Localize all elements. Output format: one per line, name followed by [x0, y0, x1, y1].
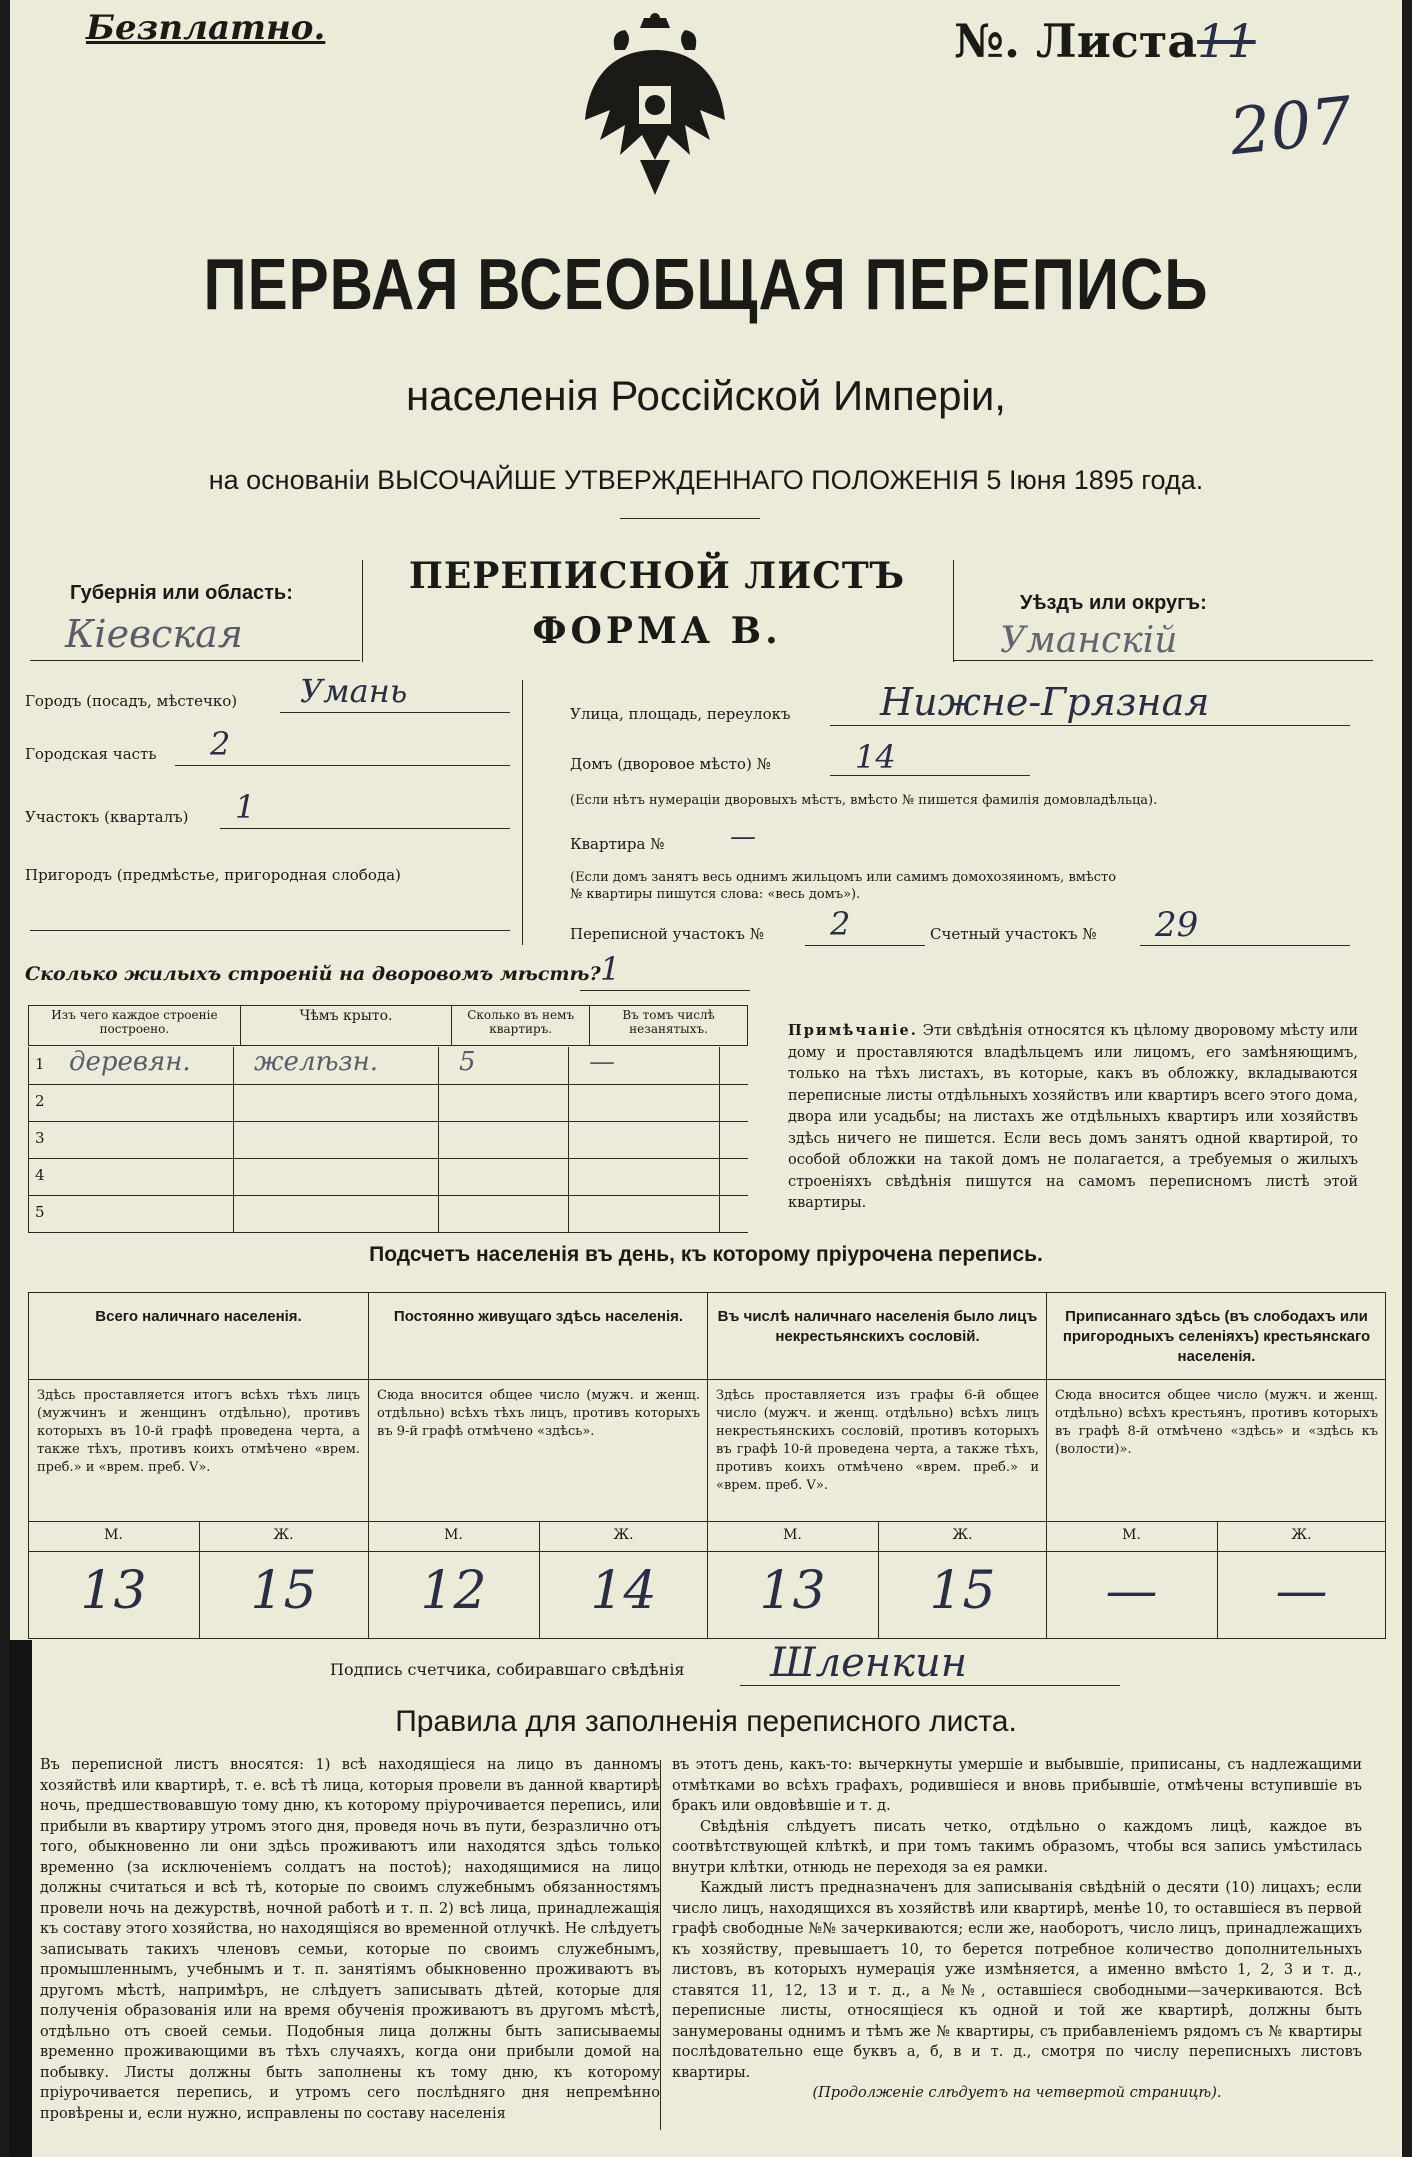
signature-value: Шленкин [770, 1640, 968, 1686]
male-label: М. [1122, 1527, 1141, 1543]
street-label: Улица, площадь, переулокъ [570, 705, 791, 723]
buildings-table [28, 1005, 748, 1046]
table-cell [233, 1195, 439, 1232]
tally-column-description: Сюда вносится общее число (мужч. и женщ. отдѣльно) всѣхъ крестьянъ, противъ которыхъ въ графѣ 8-й отмѣчено «здѣсь» и «здѣсь къ (волости)». [1055, 1388, 1378, 1457]
house-value: 14 [855, 738, 896, 776]
rules-right-3: Каждый листъ предназначенъ для записыванія свѣдѣній о десяти (10) лицахъ; если число лицъ, находящихся въ хозяйствѣ или квартирѣ, менѣе 10, то оставшіеся въ первой графѣ свободные №№ зачеркиваются; если же, наоборотъ, число лицъ, принадлежащихъ къ хозяйству, превышаетъ 10, то берется потребное количество дополнительныхъ листовъ, въ которыхъ нумерація уже измѣняется, а именно вмѣсто 1, 2, 3 и т. д., ставятся 11, 12, 13 и т. д., а №№, оставшіеся свободными—зачеркиваются. Всѣ переписные листы, относящіеся къ одной и той же квартирѣ, должны быть занумерованы однимъ и тѣмъ же № квартиры, съ прибавленіемъ рядомъ съ № квартиры послѣдовательно еще буквъ а, б, в и т. д., смотря по числу переписныхъ листовъ квартиры. [672, 1880, 1362, 2081]
buildings-rows [28, 1047, 748, 1232]
rules-right-1: въ этотъ день, какъ-то: вычеркнуты умершіе и выбывшіе, приписаны, съ надлежащими отмѣтками во всѣхъ графахъ, родившіеся и вновь прибывшіе, отмѣчены вступившіе въ бракъ или овдовѣвшіе и т. д. [672, 1757, 1362, 1814]
table-cell [28, 1158, 234, 1195]
form-code: ФОРМА В. [532, 610, 782, 652]
female-count: — [1275, 1561, 1328, 1621]
table-cell [233, 1047, 439, 1084]
table-cell [568, 1158, 720, 1195]
table-cell [28, 1084, 234, 1121]
table-cell [438, 1158, 569, 1195]
province-value: Кіевская [65, 612, 243, 656]
divider [29, 1379, 368, 1380]
cell-value: 5 [459, 1047, 476, 1077]
signature-label: Подпись счетчика, собиравшаго свѣдѣнія [330, 1660, 685, 1679]
female-count: 15 [250, 1561, 317, 1621]
buildings-answer: 1 [600, 950, 621, 988]
sheet-number-text: №. Листа [954, 14, 1198, 68]
buildings-col-roof: Чѣмъ крыто. [240, 1006, 451, 1046]
tally-column [707, 1293, 1047, 1638]
apartment-value: — [730, 822, 756, 852]
male-count: 13 [759, 1561, 826, 1621]
divider [522, 680, 523, 945]
table-cell [28, 1121, 234, 1158]
free-label: Безплатно. [86, 8, 326, 48]
tally-column [29, 1293, 368, 1638]
divider [953, 560, 954, 662]
sheet-number-struck: 11 [1197, 14, 1256, 68]
table-cell [233, 1158, 439, 1195]
female-label: Ж. [952, 1527, 973, 1543]
male-label: М. [444, 1527, 463, 1543]
divider [369, 1379, 708, 1380]
tally-column-head: Всего наличнаго населенія. [95, 1308, 302, 1325]
form-title: ПЕРЕПИСНОЙ ЛИСТЪ [408, 555, 906, 597]
divider [580, 990, 750, 991]
divider [805, 945, 925, 946]
cell-value: желѣзн. [254, 1047, 379, 1077]
buildings-note [788, 1020, 1358, 1215]
basis-line: на основаніи ВЫСОЧАЙШЕ УТВЕРЖДЕННАГО ПОЛОЖЕНІЯ 5 Іюня 1895 года. [208, 465, 1204, 495]
row-number: 2 [35, 1092, 45, 1110]
table-cell [568, 1195, 720, 1232]
sheet-number-handwritten: 207 [1226, 83, 1356, 171]
count-section-label: Счетный участокъ № [930, 925, 1097, 943]
table-cell [568, 1121, 720, 1158]
tally-column-head: Приписаннаго здѣсь (въ слободахъ или пригородныхъ селеніяхъ) крестьянскаго населенія. [1062, 1308, 1371, 1365]
buildings-question: Сколько жилыхъ строеній на дворовомъ мѣстѣ? [25, 963, 601, 985]
row-number: 3 [35, 1129, 45, 1147]
district-value: Уманскій [1000, 620, 1178, 661]
buildings-col-material: Изъ чего каждое строеніе построено. [29, 1006, 241, 1046]
table-cell [438, 1084, 569, 1121]
city-value: Умань [300, 672, 408, 710]
city-part-label: Городская часть [25, 745, 157, 763]
table-cell [438, 1195, 569, 1232]
rules-left-column: Въ переписной листъ вносятся: 1) всѣ находящіеся на лицо въ данномъ хозяйствѣ или квартирѣ, т. е. всѣ тѣ лица, которыя провели въ данной квартирѣ ночь, предшествовавшую тому дню, къ которому пріурочивается перепись, или прибыли въ квартиру утромъ этого дня, проведя ночь въ пути, безразлично отъ того, обыкновенно ли они здѣсь проживаютъ или находятся здѣсь только временно (за исключеніемъ солдатъ на постоѣ); находящимися на лицо должны считаться и всѣ тѣ, которые по своимъ служебнымъ обязанностямъ провели ночь на дежурствѣ, ночной работѣ и т. п. 2) всѣ лица, принадлежащія къ составу этого хозяйства, но находящіяся во временной отлучкѣ. Не слѣдуетъ записывать такихъ членовъ семьи, которые по своимъ служебнымъ, промышленнымъ, учебнымъ и т. п. занятіямъ обыкновенно проживаютъ въ другомъ мѣстѣ, напримѣръ, не слѣдуетъ записывать дѣтей, которые для полученія образованія или на время обученія проживаютъ въ другомъ мѣстѣ, отдѣльно отъ своей семьи. Подобныя лица должны быть записываемы временно проживающими въ тѣхъ случаяхъ, когда они прибыли домой на побывку. Листы должны быть заполнены къ тому дню, къ которому пріурочивается перепись, и утромъ сего послѣдняго дня непремѣнно провѣрены и, если нужно, исправлены по составу населенія [40, 1757, 660, 2122]
table-row [28, 1121, 748, 1159]
sheet-number-label [954, 14, 1256, 68]
census-section-label: Переписной участокъ № [570, 925, 764, 943]
rules-right-column [672, 1755, 1362, 2104]
divider [708, 1379, 1047, 1380]
divider [1140, 945, 1350, 946]
suburb-label: Пригородъ (предмѣстье, пригородная слобода) [25, 866, 401, 884]
divider [175, 765, 510, 766]
buildings-col-vacant: Въ томъ числѣ незанятыхъ. [590, 1006, 748, 1046]
tally-column [1046, 1293, 1386, 1638]
apartment-label: Квартира № [570, 835, 665, 853]
table-cell [568, 1084, 720, 1121]
tally-column [368, 1293, 708, 1638]
divider [30, 930, 510, 931]
table-row [28, 1047, 748, 1085]
divider [1047, 1379, 1386, 1380]
subtitle: населенія Россійской Имперіи, [406, 372, 1006, 419]
city-part-value: 2 [210, 725, 231, 763]
tally-column-description: Сюда вносится общее число (мужч. и женщ. отдѣльно) всѣхъ тѣхъ лицъ, противъ которыхъ въ 9-й графѣ отмѣчено «здѣсь». [377, 1388, 700, 1439]
cell-value: — [589, 1047, 615, 1077]
double-headed-eagle-icon [580, 10, 730, 210]
female-count: 14 [590, 1561, 657, 1621]
table-cell [568, 1047, 720, 1084]
male-label: М. [104, 1527, 123, 1543]
divider [280, 712, 510, 713]
male-count: 13 [80, 1561, 147, 1621]
apartment-note-2: № квартиры пишутся слова: «весь домъ»). [570, 887, 861, 902]
table-cell [438, 1047, 569, 1084]
main-title: ПЕРВАЯ ВСЕОБЩАЯ ПЕРЕПИСЬ [203, 244, 1209, 325]
table-cell [438, 1121, 569, 1158]
divider [620, 518, 760, 519]
divider [953, 660, 1373, 661]
buildings-col-apartments: Сколько въ немъ квартиръ. [452, 1006, 590, 1046]
section-value: 1 [235, 788, 256, 826]
rules-continued: (Продолженіе слѣдуетъ на четвертой страницѣ). [812, 2085, 1222, 2101]
house-label: Домъ (дворовое мѣсто) № [570, 755, 771, 773]
district-label: Уѣздъ или округъ: [1020, 592, 1207, 614]
rules-right-2: Свѣдѣнія слѣдуетъ писать четко, отдѣльно о каждомъ лицѣ, каждое въ соотвѣтствующей клѣткѣ, и при томъ такимъ образомъ, чтобы вся запись умѣстилась внутри клѣтки, отнюдь не переходя за ея рамки. [672, 1818, 1362, 1876]
count-section-value: 29 [1155, 905, 1199, 945]
tally-title: Подсчетъ населенія въ день, къ которому пріурочена перепись. [369, 1243, 1043, 1266]
tally-column-description: Здѣсь проставляется изъ графы 6-й общее число (мужч. и женщ. отдѣльно) всѣхъ лицъ некрестьянскихъ сословій, противъ которыхъ въ графѣ 10-й проведена черта, а также тѣхъ, противъ коихъ отмѣчено «врем. преб.» и «врем. преб. V». [716, 1388, 1039, 1493]
note-text: Эти свѣдѣнія относятся къ цѣлому дворовому мѣсту или дому и проставляются владѣльцемъ или лицомъ, его замѣняющимъ, только на тѣхъ листахъ, въ которые, какъ въ обложку, вкладываются переписные листы отдѣльныхъ хозяйствъ или квартиръ всего этого дома, двора или усадьбы; на листахъ же отдѣльныхъ квартиръ или хозяйствъ здѣсь ничего не пишется. Если весь домъ занятъ одной квартирой, то особой обложки на такой домъ не полагается, а требуемыя о жилыхъ строеніяхъ свѣдѣнія пишутся на самомъ переписномъ листѣ этой квартиры. [788, 1023, 1359, 1211]
table-row [28, 1158, 748, 1196]
rules-title: Правила для заполненія переписного листа. [395, 1705, 1017, 1738]
census-section-value: 2 [830, 905, 851, 943]
street-value: Нижне-Грязная [880, 680, 1210, 724]
table-cell [28, 1047, 234, 1084]
divider [220, 828, 510, 829]
divider [740, 1685, 1120, 1686]
female-count: 15 [929, 1561, 996, 1621]
table-row [28, 1195, 748, 1233]
city-label: Городъ (посадъ, мѣстечко) [25, 692, 238, 710]
male-label: М. [783, 1527, 802, 1543]
tally-column-head: Постоянно живущаго здѣсь населенія. [393, 1308, 684, 1325]
table-cell [233, 1084, 439, 1121]
tally-column-description: Здѣсь проставляется итогъ всѣхъ тѣхъ лицъ (мужчинъ и женщинъ отдѣльно), противъ которыхъ въ 10-й графѣ проведена черта, а также тѣхъ, противъ коихъ отмѣчено «врем. преб.» и «врем. преб. V». [37, 1388, 360, 1475]
province-label: Губернія или область: [70, 582, 293, 604]
divider [830, 725, 1350, 726]
apartment-note-1: (Если домъ занятъ весь однимъ жильцомъ или самимъ домохозяиномъ, вмѣсто [570, 870, 1117, 885]
female-label: Ж. [613, 1527, 634, 1543]
tally-column-head: Въ числѣ наличнаго населенія было лицъ некрестьянскихъ сословій. [717, 1308, 1038, 1345]
divider [30, 660, 360, 661]
table-cell [233, 1121, 439, 1158]
section-label: Участокъ (кварталъ) [25, 808, 189, 826]
female-label: Ж. [273, 1527, 294, 1543]
row-number: 4 [35, 1166, 45, 1184]
row-number: 1 [35, 1055, 45, 1073]
row-number: 5 [35, 1203, 45, 1221]
note-lead: Примѣчаніе. [788, 1022, 918, 1039]
cell-value: деревян. [69, 1047, 191, 1077]
divider [830, 775, 1030, 776]
table-row [28, 1084, 748, 1122]
tally-table [28, 1292, 1386, 1639]
male-count: 12 [420, 1561, 487, 1621]
table-cell [28, 1195, 234, 1232]
male-count: — [1105, 1561, 1158, 1621]
census-form-sheet [10, 0, 1402, 2157]
house-note: (Если нѣтъ нумераціи дворовыхъ мѣстъ, вмѣсто № пишется фамилія домовладѣльца). [570, 793, 1158, 808]
female-label: Ж. [1291, 1527, 1312, 1543]
divider [660, 1760, 661, 2130]
